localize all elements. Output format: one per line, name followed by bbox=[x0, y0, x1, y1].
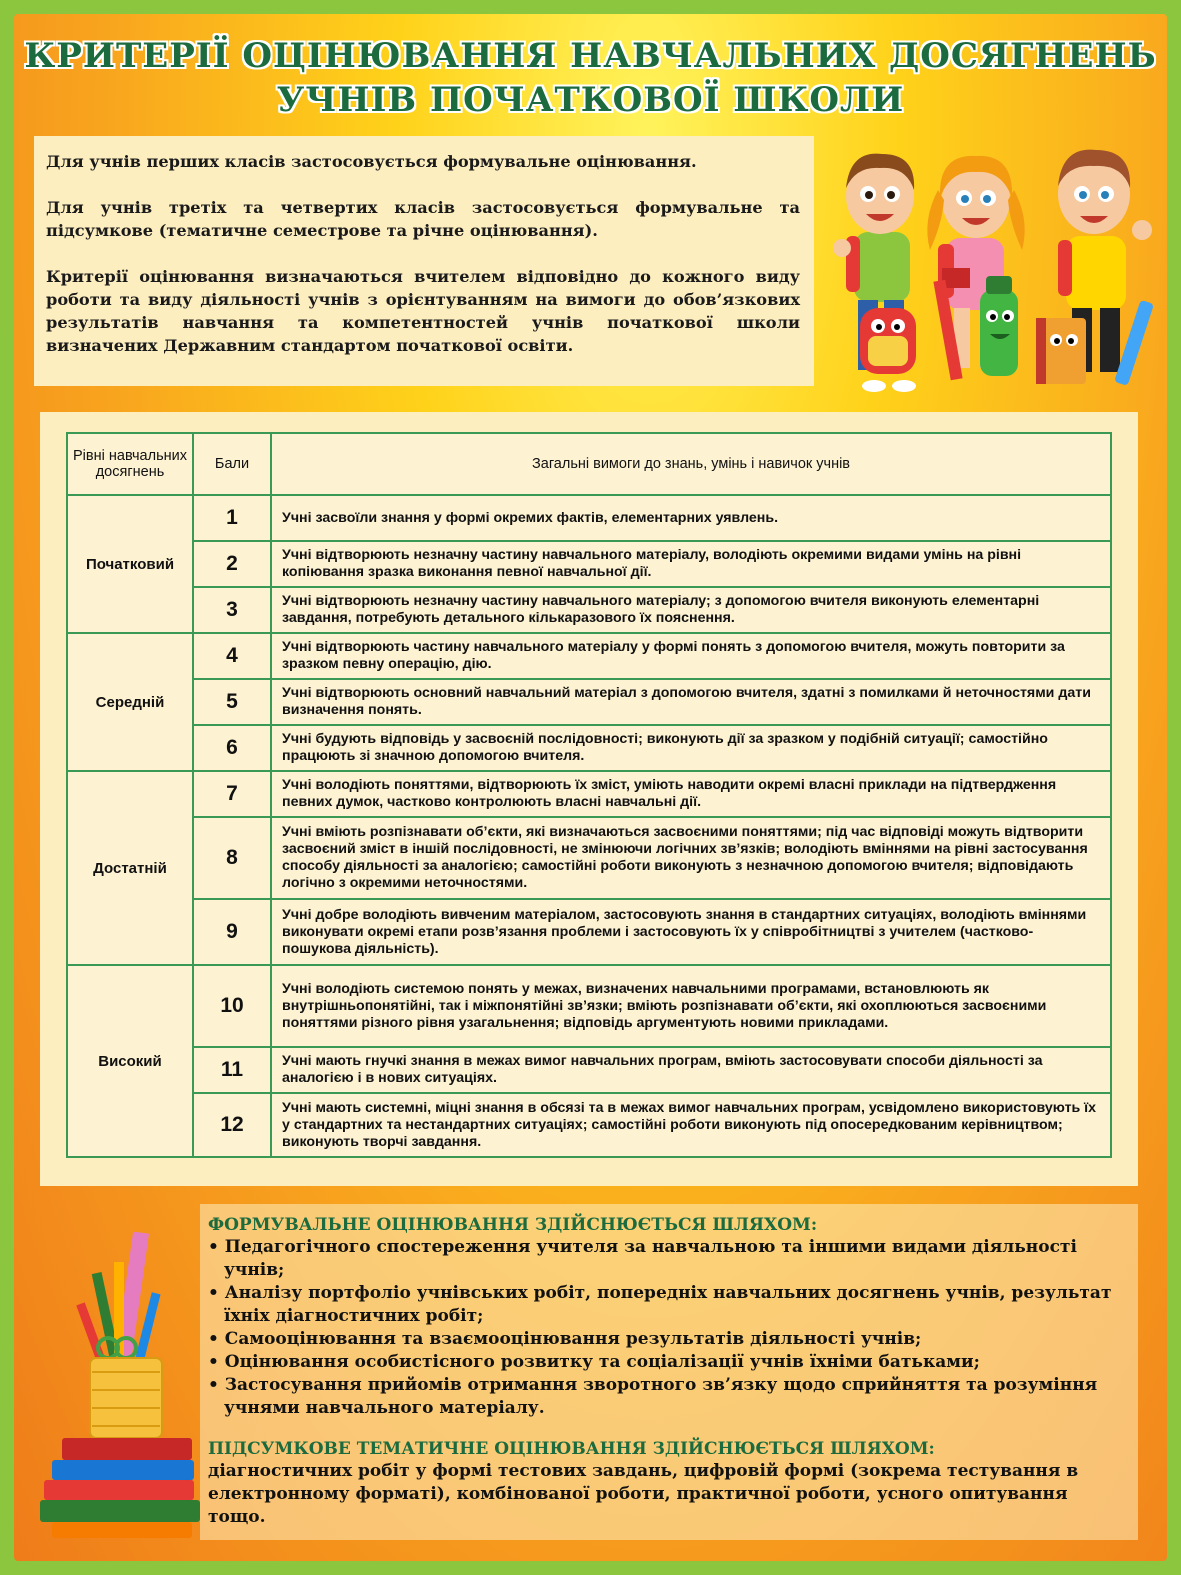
table-row bbox=[67, 725, 1111, 771]
score-cell: 4 bbox=[193, 633, 271, 679]
formative-item: • Аналізу портфоліо учнівських робіт, попередніх навчальних досягнень учнів, результат їхніх діагностичних робіт; bbox=[208, 1283, 1112, 1326]
score-cell: 2 bbox=[193, 541, 271, 587]
description-cell: Учні будують відповідь у засвоєній послідовності; виконують дії за зразком у подібній ситуації; самостійно працюють зі значною допомогою вчителя. bbox=[271, 725, 1111, 771]
score-cell: 5 bbox=[193, 679, 271, 725]
level-cell: Достатній bbox=[67, 771, 193, 965]
poster-title bbox=[14, 34, 1167, 122]
criteria-table-panel bbox=[40, 412, 1138, 1186]
table-row bbox=[67, 633, 1111, 679]
table-row bbox=[67, 541, 1111, 587]
score-cell: 11 bbox=[193, 1047, 271, 1093]
score-cell: 10 bbox=[193, 965, 271, 1047]
title-line-1: КРИТЕРІЇ ОЦІНЮВАННЯ НАВЧАЛЬНИХ ДОСЯГНЕНЬ bbox=[24, 36, 1157, 76]
description-cell: Учні відтворюють частину навчального матеріалу у формі понять з допомогою вчителя, можуть повторити за зразком певну операцію, дію. bbox=[271, 633, 1111, 679]
level-cell: Середній bbox=[67, 633, 193, 771]
blue-pencil bbox=[1114, 300, 1154, 386]
intro-panel bbox=[34, 136, 814, 386]
table-row bbox=[67, 495, 1111, 541]
description-cell: Учні добре володіють вивченим матеріалом, застосовують знання в стандартних ситуаціях, володіють вміннями виконувати окремі етапи розв’язання проблеми і застосовують їх у співробітництві з учителем (частково-пошукова діяльність). bbox=[271, 899, 1111, 965]
level-cell: Високий bbox=[67, 965, 193, 1157]
header-requirements: Загальні вимоги до знань, умінь і навичок учнів bbox=[271, 433, 1111, 495]
score-cell: 8 bbox=[193, 817, 271, 899]
table-row bbox=[67, 771, 1111, 817]
description-cell: Учні володіють поняттями, відтворюють їх зміст, уміють наводити окремі власні приклади на підтвердження певних думок, частково контролюють власні навчальні дії. bbox=[271, 771, 1111, 817]
table-row bbox=[67, 899, 1111, 965]
poster-background bbox=[14, 14, 1167, 1561]
formative-heading: ФОРМУВАЛЬНЕ ОЦІНЮВАННЯ ЗДІЙСНЮЄТЬСЯ ШЛЯХОМ: bbox=[208, 1215, 818, 1235]
description-cell: Учні мають гнучкі знання в межах вимог навчальних програм, вміють застосовувати способи діяльності за аналогією і в нових ситуаціях. bbox=[271, 1047, 1111, 1093]
intro-paragraph: Для учнів перших класів застосовується формувальне оцінювання. bbox=[46, 152, 697, 171]
score-cell: 3 bbox=[193, 587, 271, 633]
intro-paragraph: Критерії оцінювання визначаються вчителем відповідно до кожного виду роботи та виду діяльності учнів з орієнтуванням на вимоги до обов’язкових результатів навчання та компетентностей учнів початкової школи визначених Державним стандартом початкової освіти. bbox=[46, 267, 800, 355]
description-cell: Учні відтворюють незначну частину навчального матеріалу, володіють окремими видами умінь на рівні копіювання зразка виконання певної навчальної дії. bbox=[271, 541, 1111, 587]
formative-item: • Оцінювання особистісного розвитку та соціалізації учнів їхніми батьками; bbox=[208, 1352, 980, 1372]
assessment-methods-panel bbox=[200, 1204, 1138, 1540]
backpack-character bbox=[860, 308, 916, 392]
description-cell: Учні вміють розпізнавати об’єкти, які визначаються засвоєними поняттями; під час відповіді можуть відтворити засвоєний зміст в іншій послідовності, не змінюючи логічних зв’язків; володіють вміннями на рівні застосування способу діяльності за аналогією; самостійні роботи виконують з незначною допомогою вчителя; відповідають логічно з окремими неточностями. bbox=[271, 817, 1111, 899]
description-cell: Учні засвоїли знання у формі окремих фактів, елементарних уявлень. bbox=[271, 495, 1111, 541]
summative-heading: ПІДСУМКОВЕ ТЕМАТИЧНЕ ОЦІНЮВАННЯ ЗДІЙСНЮЄТЬСЯ ШЛЯХОМ: bbox=[208, 1439, 935, 1459]
table-header-row bbox=[67, 433, 1111, 495]
summative-text: діагностичних робіт у формі тестових завдань, цифровій формі (зокрема тестування в електронному форматі), комбінованої роботи, практичної роботи, усного опитування тощо. bbox=[208, 1461, 1079, 1527]
header-levels: Рівні навчальних досягнень bbox=[67, 433, 193, 495]
criteria-table bbox=[66, 432, 1112, 1158]
description-cell: Учні володіють системою понять у межах, визначених навчальними програмами, встановлюють як внутрішньопонятійні, так і міжпонятійні зв’язки; вміють розпізнавати об’єкти, які охоплюються засвоєними поняттями різного рівня узагальнення; відповідь аргументують новими прикладами. bbox=[271, 965, 1111, 1047]
level-cell: Початковий bbox=[67, 495, 193, 633]
score-cell: 1 bbox=[193, 495, 271, 541]
schoolchildren-illustration bbox=[830, 140, 1160, 402]
score-cell: 6 bbox=[193, 725, 271, 771]
table-row bbox=[67, 1047, 1111, 1093]
table-row bbox=[67, 965, 1111, 1047]
formative-item: • Застосування прийомів отримання зворотного зв’язку щодо сприйняття та розуміння учнями навчального матеріалу. bbox=[208, 1375, 1098, 1418]
score-cell: 9 bbox=[193, 899, 271, 965]
formative-item: • Педагогічного спостереження учителя за навчальною та іншими видами діяльності учнів; bbox=[208, 1237, 1077, 1280]
table-row bbox=[67, 587, 1111, 633]
score-cell: 7 bbox=[193, 771, 271, 817]
description-cell: Учні відтворюють незначну частину навчального матеріалу; з допомогою вчителя виконують елементарні завдання, потребують детального кількаразового їх пояснення. bbox=[271, 587, 1111, 633]
table-row bbox=[67, 679, 1111, 725]
header-scores: Бали bbox=[193, 433, 271, 495]
pencil-cup-illustration bbox=[22, 1232, 202, 1542]
score-cell: 12 bbox=[193, 1093, 271, 1157]
table-row bbox=[67, 1093, 1111, 1157]
table-row bbox=[67, 817, 1111, 899]
formative-item: • Самооцінювання та взаємооцінювання результатів діяльності учнів; bbox=[208, 1329, 922, 1349]
book-character bbox=[1036, 318, 1086, 384]
title-line-2: УЧНІВ ПОЧАТКОВОЇ ШКОЛИ bbox=[276, 80, 905, 120]
description-cell: Учні відтворюють основний навчальний матеріал з допомогою вчителя, здатні з помилками й неточностями дати визначення понять. bbox=[271, 679, 1111, 725]
intro-paragraph: Для учнів третіх та четвертих класів застосовується формувальне та підсумкове (тематичне семестрове та річне оцінювання). bbox=[46, 198, 800, 240]
description-cell: Учні мають системні, міцні знання в обсязі та в межах вимог навчальних програм, усвідомлено використовують їх у стандартних та нестандартних ситуаціях; самостійні роботи виконують під опосередкованим керівництвом; виконують творчі завдання. bbox=[271, 1093, 1111, 1157]
